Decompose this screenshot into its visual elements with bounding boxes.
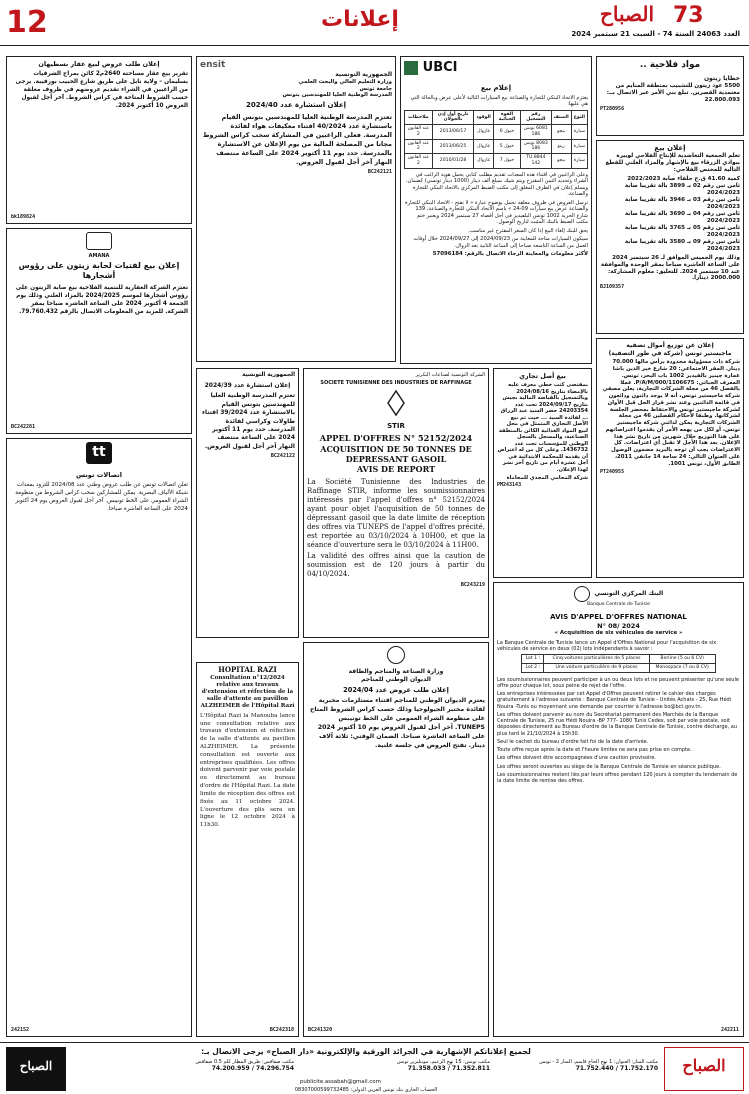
masthead-logo: الصباح (600, 2, 655, 26)
ensit-ad-1-ministry: وزارة التعليم العالي والبحث العلمي (298, 78, 392, 85)
ubci-body-4: سيكون السيارات متاحة للمعاينة من 2024/09/23 إلى 2024/09/27 خلال أوقات العمل من الساعة التاسعة صباحا إلى الساعة الثانية بعد الزوال. (413, 236, 588, 249)
razi-ref: BC242318 (269, 1026, 294, 1033)
agri-ad (596, 56, 744, 136)
ubci-logo-text: UBCI (422, 60, 458, 75)
stir-logo-icon (366, 389, 426, 419)
ubci-vehicle-table (404, 110, 588, 169)
footer-office-2 (300, 1059, 490, 1073)
table-cell: 8844 TU 142 (521, 154, 551, 168)
table-row (405, 154, 588, 168)
table-header: الصنف (551, 110, 571, 124)
amana-logo (10, 232, 188, 258)
ensit-ad-2-header: الجمهورية التونسية (242, 372, 295, 378)
ubci-contact: لأكثر معلومات والمعاينة الرجاء الاتصال بالرقم: 57096184 (432, 251, 588, 258)
table-cell: 2010/01/28 (432, 154, 474, 168)
table-cell: بيجو (551, 154, 571, 168)
page-header (0, 0, 749, 46)
footer-office-3 (74, 1059, 294, 1073)
stir-logo (307, 389, 485, 419)
ensit-logo: ensit (200, 60, 226, 70)
razi-ad (196, 662, 299, 1037)
olive-harvest-title: إعلان بيع لفتيات لحابة زيتون على رؤوس أشجارها (18, 261, 180, 280)
table-header: القوة الجبائية (493, 110, 520, 124)
ubci-logo-icon (404, 61, 418, 75)
ensit-ad-2-ref: BC242122 (270, 453, 295, 460)
tt-title: اتصالات تونس (76, 471, 122, 479)
sale-notice-ref: BJ109357 (600, 284, 625, 291)
bct-paragraph: Seul le cachet du bureau d'ordre fait foi de la date d'arrivée. (497, 738, 649, 745)
olive-harvest-ad (6, 228, 192, 434)
table-cell: Berline (5 ou 6 CV) (649, 655, 715, 664)
table-cell: Monospace (7 ou 8 CV) (649, 663, 715, 672)
page-number: 12 (6, 5, 48, 40)
table-row (405, 139, 588, 153)
bct-ref: 242211 (720, 1026, 739, 1033)
ensit-ad-1-header: الجمهورية التونسية (335, 71, 392, 79)
mines-ref: BC241320 (308, 1026, 333, 1033)
table-cell: سيارة (571, 154, 587, 168)
footer-masthead-left: الصباح (19, 1059, 53, 1073)
ubci-body: وعلى الراغبين في اقتناء هذه المعدات تقديم مطلب كتابي يحمل هوية الراغب في الشراء وتحديد الثمن المقترح ويتم شيك بمبلغ ألف دينار (1000 دينار تونسي) كضمان، ويسلم إعلان في الظرف المغلق إلى مكتب الضبط المركزي بالاتحاد البنكي للتجارة والصناعة. (405, 171, 588, 198)
table-header: النوع (571, 110, 587, 124)
stir-avis: AVIS DE REPORT (356, 463, 436, 474)
table-row (405, 125, 588, 139)
footer-logo (664, 1047, 744, 1091)
table-cell: عند القانون 2 (405, 139, 433, 153)
table-cell: 8083 تونس 186 (521, 139, 551, 153)
bct-number: N° 08/ 2024 (597, 621, 640, 630)
bct-title: AVIS D'APPEL D'OFFRES NATIONAL (550, 613, 687, 621)
bct-ad (493, 582, 744, 1037)
bct-logo (497, 586, 740, 610)
liquidation-body: شركة ذات مسؤولية محدودة برأس مالها 70.000 دينار. المقر الاجتماعي: 20 شارع خير الدين باشا عمارة جينير بالفيدير 1002 باب البحر، تونس. المعرف الجبائي: 1106675/P/A/M/000. عملا بالفصل 46 من مجلة الشركات التجارية، يعلن مصفي شركة ماجيستير تونس، أنه لا يوجد دائنون ودائعون في قائمة الدائنين وعند نشر قرار الحل قبل الأوان لشركة ماجيستير تونس والاحتفاظ بمحضر الجلسة لشركاتها. وطبقا لأحكام الفصلين 46 من مجلة الشركات التجارية يمكن لدائني شركة ماجيستير تونس، أو لكل من يهمه الأمر أن يقدموا اعتراضاتهم على هذا التوزيع خلال شهرين من تاريخ نشر هذا الإعلان. بعد هذا الأجل لا تقبل أي اعتراضات. كل الاعتراضات يجب أن توجه بالبريد مضمون الوصول على العنوان التالي: 24 ساحة 14 جانفي 2011، الطابق الأول، تونس 1001. (602, 359, 740, 467)
land-sale-ad (6, 56, 192, 224)
table-header: الوقود (474, 110, 493, 124)
land-sale-title: إعلان طلب عروض لبيع عقار بسطيهان (38, 60, 160, 68)
ensit-ad-1-body: تعتزم المدرسة الوطنية العليا للمهندسين بتونس القيام باستشارة عدد 40/2024 اقتناء معكيفات هواء لفائدة المدرسة. فعلى الراغبين في المشاركة سحب كراس الشروط مجانا من المصلحة المالية من يوم الإعلان عن الاستشارة بالمدرسة. حدد يوم 11 أكتوبر 2024 على الساعة منتصف النهار آخر أجل لقبول العروض. (202, 112, 392, 166)
footer-office-1-address: مكتب المنار: العنوان: 1 نهج الحاج قاسم، المنار 2 - تونس (539, 1059, 658, 1065)
razi-title: HOPITAL RAZI (218, 665, 277, 674)
olive-harvest-ref: BC242281 (11, 423, 36, 430)
mines-body: يعتزم الديوان الوطني للمناجم اقتناء مستلزمات مخبرية لفائدة مختبر الجيولوجيا وذلك حسب كراس الشروط المتاح على منظومة الشراء العمومي على الخط تونيبس TUNEPS. آخر أجل لقبول العروض يوم 10 أكتوبر 2024 على الساعة العاشرة صباحا. الضمان الوقتي: ثلاثة آلاف دينار. تفتح العروض في جلسة علنية. (309, 697, 485, 750)
table-cell: Lot 1 : (522, 655, 544, 664)
razi-subtitle: Consultation n°12/2024 relative aux travaux d'extension et réfection de la salle d'attente au pavillon ALZHEIMER de l'Hôpital Razi (200, 674, 295, 709)
tt-logo-mark: tt (86, 442, 111, 464)
table-cell: رينو (551, 139, 571, 153)
business-sale-signature: شركة المحامي المجدي للمحاماة (506, 475, 588, 481)
ubci-intro: يعتزم الاتحاد البنكي للتجارة والصناعة بيع السيارات التالية لأعلى عرض وبالحالة التي هي عليها: (410, 94, 588, 108)
stir-org-name: SOCIETE TUNISIENNE DES INDUSTRIES DE RAFFINAGE (320, 380, 472, 387)
mines-logo (307, 646, 485, 668)
liquidation-ad (596, 338, 744, 578)
bct-logo-french: Banque Centrale de Tunisie (587, 602, 650, 607)
table-cell: Lot 2 : (522, 663, 544, 672)
footer-office-2-phones: 71.352.811 / 71.358.033 (407, 1065, 490, 1073)
sale-notice-title: إعلان بيع (654, 144, 686, 152)
table-cell: 6081 تونس 186 (521, 125, 551, 139)
liquidation-title: إعلان عن توزيع أموال تصفية (626, 342, 714, 349)
mines-office: الديوان الوطني للمناجم (361, 675, 431, 683)
table-header-row (405, 110, 588, 124)
table-cell: خيول 5 (493, 139, 520, 153)
ensit-ad-1 (196, 56, 396, 362)
ensit-ad-2-body: تعتزم المدرسة الوطنية العليا للمهندسين بتونس القيام بالاستشارة عدد 39/2024 اقتناء طاولات وكراسي لفائدة المدرسة. حدد يوم 11 أكتوبر 2024 على الساعة منتصف النهار آخر أجل لقبول العروض. (201, 392, 295, 450)
agri-ad-body: 5500 عود زيتون للتشبيب بمنطقة المنايم من معتمدية القصرين. تبلغ بني الأمر عبر الاتصال بــ: 22.800.093 (606, 82, 740, 103)
footer-logo-left (6, 1047, 66, 1091)
ensit-ad-2-title: إعلان استشارة عدد 2024/39 (204, 381, 291, 389)
tt-body: تعلن اتصالات تونس عن طلب عروض وطني عدد 2024/08 للتزود بمعدات شبكة الألياف البصرية. يمكن للمشاركين سحب كراس الشروط من منظومة الشراء العمومي على الخط تونيبس. آخر أجل لقبول العروض يوم 24 أكتوبر 2024 على الساعة العاشرة صباحا. (15, 482, 188, 512)
amana-logo-icon (86, 232, 112, 250)
table-cell: عند القانون 2 (405, 154, 433, 168)
footer-office-1-phones: 71.752.170 / 71.752.440 (575, 1065, 658, 1073)
ensit-ad-1-school: المدرسة الوطنية العليا للمهندسين بتونس (282, 92, 392, 99)
tunisie-telecom-ad (6, 438, 192, 1037)
stir-body-2: La validité des offres ainsi que la caution de soumission est de 120 jours à partir du 04/10/2024. (307, 552, 485, 579)
table-cell: سيارة (571, 139, 587, 153)
footer-bank-account: الحساب الجاري بنك تونس العربي الدولي: 08307000599732485 (294, 1087, 438, 1093)
table-cell: غازوال (474, 139, 493, 153)
bct-subtitle: « Acquisition de six véhicules de service » (554, 629, 683, 636)
table-cell: 2013/06/17 (432, 125, 474, 139)
sale-notice-ad (596, 140, 744, 334)
mines-title: إعلان طلب عروض عدد 2024/04 (343, 686, 449, 694)
mines-ad (303, 642, 489, 1037)
amana-logo-text: AMANA (88, 252, 110, 259)
olive-harvest-body: تعتزم الشركة العقارية للتنمية الفلاحية بيع صابة الزيتون على رؤوس أشجارها لموسم 2024/2025 بالمزاد العلني وذلك يوم الجمعة 4 أكتوبر 2024 على الساعة العاشرة صباحا بمقر الشركة. للمزيد من المعلومات الاتصال بالرقم 79.760.432. (15, 285, 188, 316)
section-title: إعلانات (321, 7, 399, 32)
footer-headline: لجميع إعلاناتكم الإشهارية في الجرائد الورقية والإلكترونية «دار الصباح» يرجى الاتصال بـ: (201, 1047, 531, 1056)
bct-paragraph: Les entreprises intéressées par cet Appel d'Offres peuvent retirer le cahier des charges gratuitement à l'adresse suivante : Banque Centrale de Tunisie - Unités Achats - 25, Rue Hédi Nouira -Tunis ou moyennant une demande par courrier à l'adresse bo@bct.gov.tn. (497, 691, 732, 710)
mines-logo-icon (387, 646, 405, 664)
masthead-number: 73 (673, 3, 704, 28)
table-cell: غازوال (474, 125, 493, 139)
bct-logo-icon (574, 586, 590, 602)
bct-lots-table (521, 654, 715, 672)
agri-ad-ref: PT280956 (600, 105, 625, 112)
ensit-ad-1-univ: جامعة تونس (359, 85, 392, 92)
table-cell: سيارة (571, 125, 587, 139)
ubci-logo (404, 60, 588, 84)
stir-title: APPEL D'OFFRES N° 52152/2024 (319, 433, 473, 444)
stir-ad (303, 368, 489, 638)
business-sale-ad (493, 368, 592, 578)
stir-logo-text: STIR (387, 421, 405, 430)
table-cell: بيجو (551, 125, 571, 139)
ensit-ad-2 (196, 368, 299, 638)
table-row (522, 655, 715, 664)
table-cell: Une voiture particulière de 9 places (544, 663, 649, 672)
table-cell: 2013/06/25 (432, 139, 474, 153)
ensit-ad-1-ref: BC242121 (367, 168, 392, 175)
stir-arabic-header: الشركة التونسية لصناعات التكرير (415, 372, 485, 378)
land-sale-ref: bk189824 (11, 213, 36, 220)
ubci-ad (400, 56, 592, 364)
sale-notice-item: كمية 41.60 ق.ج حلفاء صابة 2022/2023 (627, 175, 740, 182)
liquidation-ref: PT240955 (600, 469, 625, 476)
agri-ad-subtitle: خطايا زيتون (703, 75, 740, 83)
ensit-ad-1-title: إعلان استشارة عدد 2024/40 (245, 101, 347, 109)
agri-ad-title: مواد فلاحية .. (639, 60, 701, 70)
table-cell: Cinq voitures particulières de 5 places (544, 655, 649, 664)
sale-notice-item: ثامن تبن رقم 04 بـ 3690 بالة تقريبا صابة 2024/2023 (624, 210, 740, 224)
land-sale-body: تقرير بيع عقار مساحته 2640م2 كائن بمراج الشرقيات بسليمان – ولاية نابل على طريق شارع الحبيب بورقيبة. يرجى من الراغبين في الشراء تقديم عروضهم في ظروف مغلقة حسب الشروط المتاحة في كراس الشروط. آخر أجل لقبول العروض 10 أكتوبر 2024. (15, 71, 188, 110)
business-sale-ref: PM243143 (497, 481, 522, 488)
mines-ministry: وزارة الصناعة والمناجم والطاقة (348, 668, 444, 675)
table-header: تاريخ أول إذن بالجولان (432, 110, 474, 124)
table-header: ملاحظات (405, 110, 433, 124)
ubci-body-3: يحق للبنك إلغاء البيع إذا كان السعر المقترح غير مناسب. (468, 227, 588, 234)
liquidation-company: ماجيستير تونس (شركة في طور التصفية) (608, 349, 732, 357)
footer-office-1 (498, 1059, 658, 1073)
table-cell: غازوال (474, 154, 493, 168)
business-sale-title: بيع أصل تجاري (519, 372, 566, 380)
footer-email[interactable]: publicite.assabah@gmail.com (300, 1079, 381, 1085)
footer-banner (0, 1042, 749, 1094)
bct-paragraph: Les soumissionnaires peuvent participer à un ou deux lots et ne peuvent présenter qu'une seule offre pour chaque lot, sous peine de rejet de l'offre. (497, 676, 739, 689)
bct-paragraph: Toute offre reçue après la date et l'heure limites ne sera pas prise en compte. (497, 747, 692, 754)
sale-notice-item: ثامن تبن رقم 09 بـ 3580 بالة تقريبا صابة 2024/2023 (624, 238, 740, 252)
stir-subtitle: ACQUISITION DE 50 TONNES DE DEPRESSANT GASOIL (320, 443, 472, 464)
tt-ref: 242152 (11, 1026, 30, 1033)
ubci-body-2: ترسل العروض في ظروف مغلقة تحمل بوضوح عبارة « لا تفتح - الاتحاد البنكي للتجارة والصناعة عرض بيع سيارات 09-24 » باسم الاتحاد البنكي للتجارة والصناعة، 139 شارع الحرية 1002 تونس البلفيدير في أجل أقصاه 27 سبتمبر 2024 ويعتبر ختم مكتب الضبط بالبنك المثبت لتاريخ الوصول. (404, 199, 588, 226)
sale-notice-item: ثامن تبن رقم 02 بـ 3899 بالة تقريبا صابة 2024/2023 (624, 182, 740, 196)
bct-logo-arabic: البنك المركزي التونسي (594, 590, 664, 598)
stir-body: La Société Tunisienne des Industries de Raffinage STIR, informe les soumissionnaires intéressés par l'appel d'offres n° 52152/2024 ayant pour objet l'acquisition de 50 tonnes de dépressant gasoil que la date limite de réception des offres via TUNEPS de l'appel d'offres précité, est reportée au 03/10/2024 à 10H00, et que la séance d'ouverture sera le 03/10/2024 à 11H00. (307, 477, 485, 550)
table-cell: خيول 6 (493, 125, 520, 139)
bct-paragraph: Les offres seront ouvertes au siège de la Banque Centrale de Tunisie en séance publique. (497, 763, 721, 770)
business-sale-body: بمقتضى كتب خطي معرف عليه بالإمضاء بتاريخ 2024/08/16 وبالتسجيل بالقباضة المالية بجيش بتاريخ 2024/09/17 تحت عدد 24203354 حضر السيد عبد الرزاق ... لفائدة السيد ... حيث تم بيع الأصل التجاري المتمثل في محل لبيع المواد الغذائية الكائن بالمنطقة الصناعية، والمسجل بالسجل الوطني للمؤسسات تحت عدد 1436732. وعلى كل من له اعتراض أن يقدمه للمحكمة الابتدائية في أجل عشرة أيام من تاريخ آخر نشر لهذا الإعلان. (497, 382, 588, 473)
footer-office-3-address: مكتب صفاقس: طريق المطار كلم 0.5 صفاقس (195, 1059, 294, 1065)
sale-notice-footer: وذلك يوم الخميس الموافق لـ 26 سبتمبر 2024 على الساعة العاشرة صباحا بمقر الوحدة والموافقة عند 10 سبتمبر 2024. للتعليق: معلوم المشاركة: 2000.000 دينارا. (600, 254, 740, 282)
footer-masthead: الصباح (682, 1056, 726, 1075)
bct-paragraph: Les soumissionnaires restent liés par leurs offres pendant 120 jours à compter du lendemain de la date limite de remise des offres. (497, 771, 738, 785)
table-header: رقم التسجيل (521, 110, 551, 124)
bct-paragraph: Les offres doivent être accompagnées d'une caution provisoire. (497, 755, 657, 762)
issue-line: العدد 24063 السنة 74 - السبت 21 سبتمبر 2024 (571, 30, 740, 38)
table-cell: خيول 7 (493, 154, 520, 168)
stir-ref: BC243219 (460, 581, 485, 588)
table-row (522, 663, 715, 672)
sale-notice-item: ثامن تبن رقم 05 بـ 3765 بالة تقريبا صابة 2024/2023 (624, 224, 740, 238)
footer-office-2-address: مكتب تونس: 15 نهج الزعيم، مونبليزير تونس (396, 1059, 490, 1065)
footer-office-3-phones: 74.296.754 / 74.200.959 (211, 1065, 294, 1073)
table-cell: عند القانون 2 (405, 125, 433, 139)
sale-notice-item: ثامن تبن رقم 03 بـ 3946 بالة تقريبا صابة 2024/2023 (624, 196, 740, 210)
ubci-title: إعلام بيع (480, 84, 512, 92)
razi-body: L'Hôpital Razi la Manouba lance une consultation relative aux travaux d'extension et réfection de la salle d'attente au pavillon ALZHEIMER. La présente consultation est ouverte aux entreprises qualifiées. Les offres doivent parvenir par voie postale ou directement au bureau d'ordre de l'Hôpital Razi. La date limite de réception des offres est fixée au 11 octobre 2024. L'ouverture des plis sera en ligne le 12 octobre 2024 à 11h30. (200, 712, 295, 829)
sale-notice-body: تعلم الجمعية التعاضدية للإنتاج الفلاحي لوبيرة ببوادي الزرقاء بيع بالإشهار والمزاد العلني للقطع التالية للمختص الفلاحي: (605, 152, 740, 173)
tt-logo (10, 442, 188, 468)
bct-intro: La Banque Centrale de Tunisie lance un Appel d'Offres National pour l'acquisition de six véhicules de service en deux (02) lots indépendants à savoir : (497, 639, 717, 652)
bct-paragraph: Les offres doivent parvenir au nom du Secrétariat permanent des Marchés de la Banque Centrale de Tunisie, 25 rue Hédi Nouira -BP 777- 1080 Tunis Cedex, soit par voie postale, soit déposées directement au Bureau d'ordre de la Banque Centrale de Tunisie, contre décharge, au plus tard le 21/10/2024 à 15h30. (497, 711, 738, 737)
